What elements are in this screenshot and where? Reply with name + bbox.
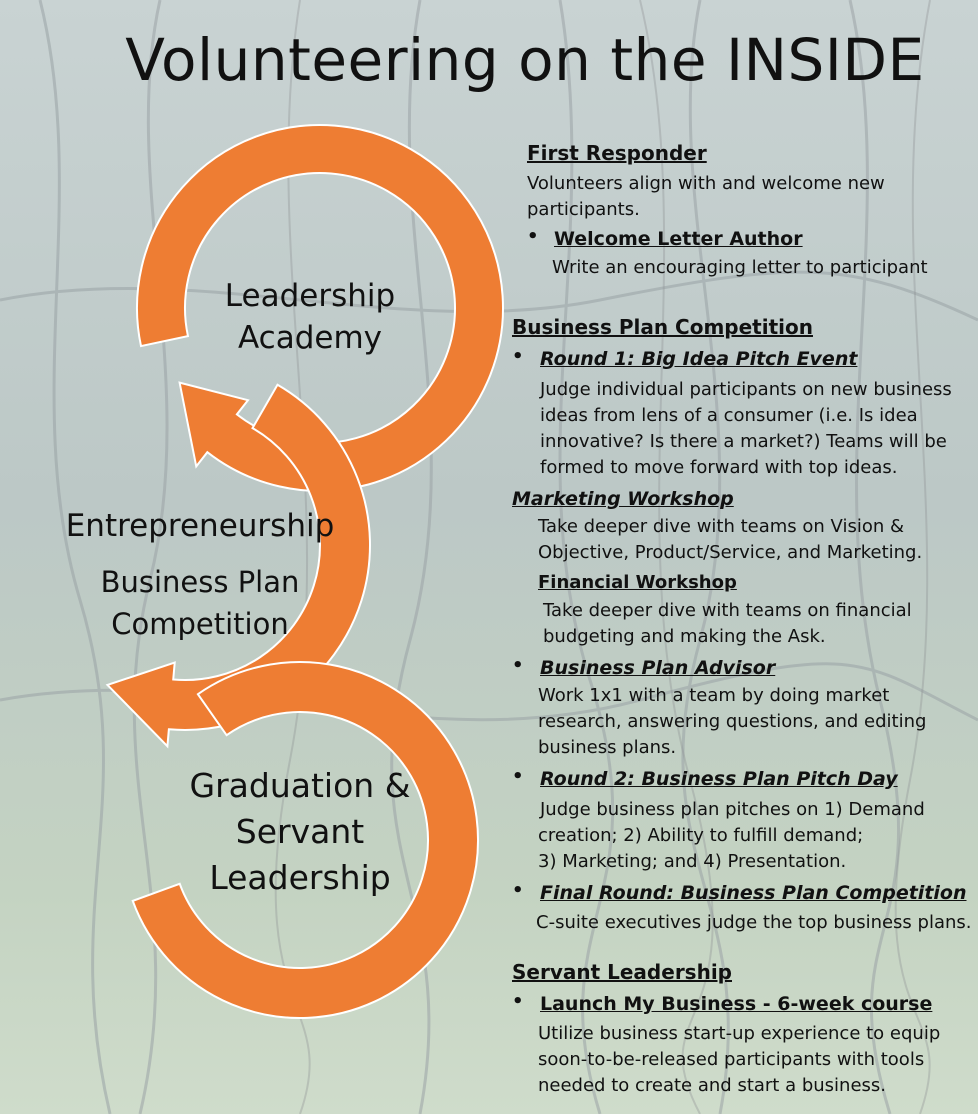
servant-heading: Servant Leadership: [512, 960, 732, 984]
stage-leadership-line1: Leadership: [224, 278, 396, 314]
stage-grad-line3: Leadership: [209, 858, 391, 897]
welcome-letter-desc: Write an encouraging letter to participant: [552, 257, 928, 278]
financial-line2: budgeting and making the Ask.: [543, 626, 826, 647]
round2-title: Round 2: Business Plan Pitch Day: [540, 768, 898, 790]
advisor-line1: Work 1x1 with a team by doing market: [538, 685, 890, 706]
advisor-line3: business plans.: [538, 737, 677, 758]
first-responder-heading: First Responder: [527, 141, 707, 165]
launch-line1: Utilize business start-up experience to equip: [538, 1023, 941, 1044]
advisor-line2: research, answering questions, and editing: [538, 711, 927, 732]
round1-title: Round 1: Big Idea Pitch Event: [540, 348, 858, 370]
marketing-workshop-title: Marketing Workshop: [512, 488, 734, 510]
first-responder-desc-l1: Volunteers align with and welcome new: [527, 173, 885, 194]
page-title: Volunteering on the INSIDE: [125, 26, 925, 94]
round2-line2: creation; 2) Ability to fulfill demand;: [538, 825, 864, 846]
stage-graduation: [175, 763, 425, 901]
marketing-line1: Take deeper dive with teams on Vision &: [538, 516, 905, 537]
bpc-heading: Business Plan Competition: [512, 315, 813, 339]
welcome-letter-title: Welcome Letter Author: [554, 228, 803, 250]
financial-line1: Take deeper dive with teams on financial: [543, 600, 912, 621]
round2-line3: 3) Marketing; and 4) Presentation.: [538, 851, 847, 872]
advisor-title: Business Plan Advisor: [540, 657, 776, 679]
round2-line1: Judge business plan pitches on 1) Demand: [540, 799, 925, 820]
launch-line2: soon-to-be-released participants with tools: [538, 1049, 925, 1070]
stage-entre-line1: Entrepreneurship: [65, 508, 335, 544]
stage-entrepreneurship: [55, 505, 345, 645]
bullet: •: [512, 655, 524, 676]
first-responder-desc-l2: participants.: [527, 199, 640, 220]
bullet: •: [527, 226, 539, 247]
stage-entre-line3: Competition: [111, 607, 289, 641]
launch-course-title: Launch My Business - 6-week course: [540, 993, 933, 1015]
stage-leadership-line2: Academy: [238, 320, 382, 356]
round1-line2: ideas from lens of a consumer (i.e. Is idea: [540, 405, 918, 426]
bullet: •: [512, 991, 524, 1012]
stage-entre-line2: Business Plan: [100, 565, 300, 599]
marketing-line2: Objective, Product/Service, and Marketing.: [538, 542, 923, 563]
stage-grad-line2: Servant: [235, 812, 365, 851]
bullet: •: [512, 766, 524, 787]
stage-leadership-academy: [200, 275, 420, 359]
round1-line4: formed to move forward with top ideas.: [540, 457, 898, 478]
final-round-line1: C-suite executives judge the top business plans.: [536, 912, 972, 933]
financial-workshop-title: Financial Workshop: [538, 572, 737, 593]
round1-line1: Judge individual participants on new business: [540, 379, 952, 400]
stage-grad-line1: Graduation &: [189, 766, 411, 805]
round1-line3: innovative? Is there a market?) Teams will be: [540, 431, 947, 452]
launch-line3: needed to create and start a business.: [538, 1075, 887, 1096]
final-round-title: Final Round: Business Plan Competition: [540, 882, 967, 904]
bullet: •: [512, 346, 524, 367]
bullet: •: [512, 880, 524, 901]
